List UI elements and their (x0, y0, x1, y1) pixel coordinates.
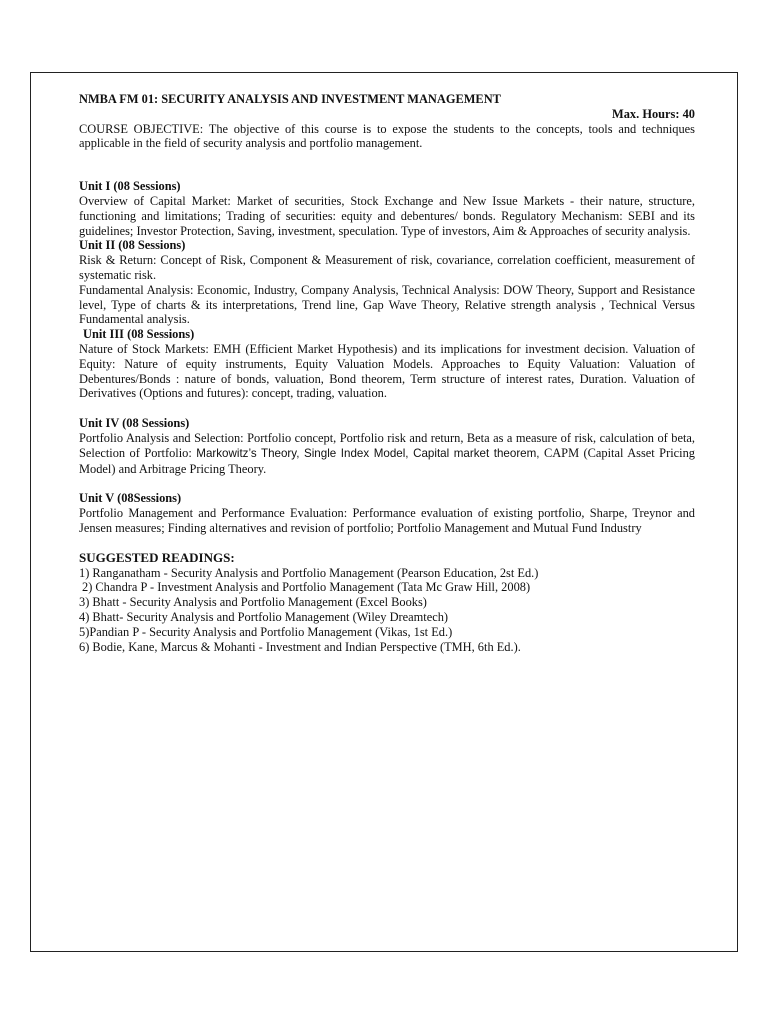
unit-1-section (79, 179, 695, 238)
reading-item: 1) Ranganatham - Security Analysis and Portfolio Management (Pearson Education, 2st Ed.) (79, 565, 539, 580)
spacer (79, 476, 695, 491)
reading-item: 2) Chandra P - Investment Analysis and Portfolio Management (Tata Mc Graw Hill, 2008) (82, 580, 531, 595)
unit-2-section (79, 238, 695, 327)
unit-4-text-part-2: Markowitz’s Theory, Single Index Model, Capital market theorem, (196, 446, 540, 460)
spacer (79, 401, 695, 416)
unit-4-text-part-1: Portfolio Analysis and Selection: Portfolio concept, Portfolio risk and return, Beta as a measure of risk, calculation of beta, Selection of Portfolio: (79, 430, 695, 460)
unit-4-text-part-3: CAPM (Capital Asset Pricing Model) and Arbitrage Pricing Theory. (79, 445, 695, 476)
course-objective: COURSE OBJECTIVE: The objective of this course is to expose the students to the concepts, tools and techniques applicable in the field of security analysis and portfolio management. (79, 121, 695, 151)
unit-2-text-fundamental: Fundamental Analysis: Economic, Industry, Company Analysis, Technical Analysis: DOW Theory, Support and Resistance level, Type of charts & its interpretations, Trend line, Gap Wave Theory, Relative strength analysis , Technical Versus Fundamental analysis. (79, 282, 695, 327)
unit-4-heading: Unit IV (08 Sessions) (79, 416, 190, 431)
spacer (79, 151, 695, 179)
max-hours: Max. Hours: 40 (612, 106, 695, 121)
suggested-readings-section (79, 551, 695, 655)
suggested-readings-heading: SUGGESTED READINGS: (79, 549, 235, 565)
syllabus-document (79, 92, 695, 654)
unit-5-heading: Unit V (08Sessions) (79, 491, 182, 506)
reading-item: 5)Pandian P - Security Analysis and Portfolio Management (Vikas, 1st Ed.) (79, 624, 453, 639)
unit-4-text (79, 431, 695, 476)
unit-5-section (79, 491, 695, 535)
reading-item: 4) Bhatt- Security Analysis and Portfolio Management (Wiley Dreamtech) (79, 609, 449, 624)
unit-3-heading: Unit III (08 Sessions) (83, 327, 195, 342)
unit-5-text: Portfolio Management and Performance Evaluation: Performance evaluation of existing portfolio, Sharpe, Treynor and Jensen measures; Finding alternatives and revision of portfolio; Portfolio Management and Mutual Fund Industry (79, 506, 695, 535)
readings-list (79, 566, 695, 655)
unit-1-text: Overview of Capital Market: Market of securities, Stock Exchange and New Issue Markets - their nature, structure, functioning and limitations; Trading of securities: equity and debentures/ bonds. Regulatory Mechanism: SEBI and its guidelines; Investor Protection, Saving, investment, speculation. Type of investors, Aim & Approaches of security analysis. (79, 193, 695, 238)
unit-3-text: Nature of Stock Markets: EMH (Efficient Market Hypothesis) and its implications for investment decision. Valuation of Equity: Nature of equity instruments, Equity Valuation Models. Approaches to Equity Valuation: Valuation of Debentures/Bonds : nature of bonds, valuation, Bond theorem, Term structure of interest rates, Duration. Valuation of Derivatives (Options and futures): concept, trading, valuation. (79, 341, 695, 401)
reading-item: 6) Bodie, Kane, Marcus & Mohanti - Investment and Indian Perspective (TMH, 6th Ed.). (79, 639, 521, 654)
spacer (79, 536, 695, 551)
reading-item: 3) Bhatt - Security Analysis and Portfolio Management (Excel Books) (79, 595, 427, 610)
unit-2-heading: Unit II (08 Sessions) (79, 238, 186, 253)
unit-3-section (79, 327, 695, 401)
course-title: NMBA FM 01: SECURITY ANALYSIS AND INVESTMENT MANAGEMENT (79, 92, 501, 106)
unit-4-section (79, 416, 695, 476)
unit-2-text-risk: Risk & Return: Concept of Risk, Component & Measurement of risk, covariance, correlation coefficient, measurement of systematic risk. (79, 253, 695, 282)
unit-1-heading: Unit I (08 Sessions) (79, 179, 181, 194)
